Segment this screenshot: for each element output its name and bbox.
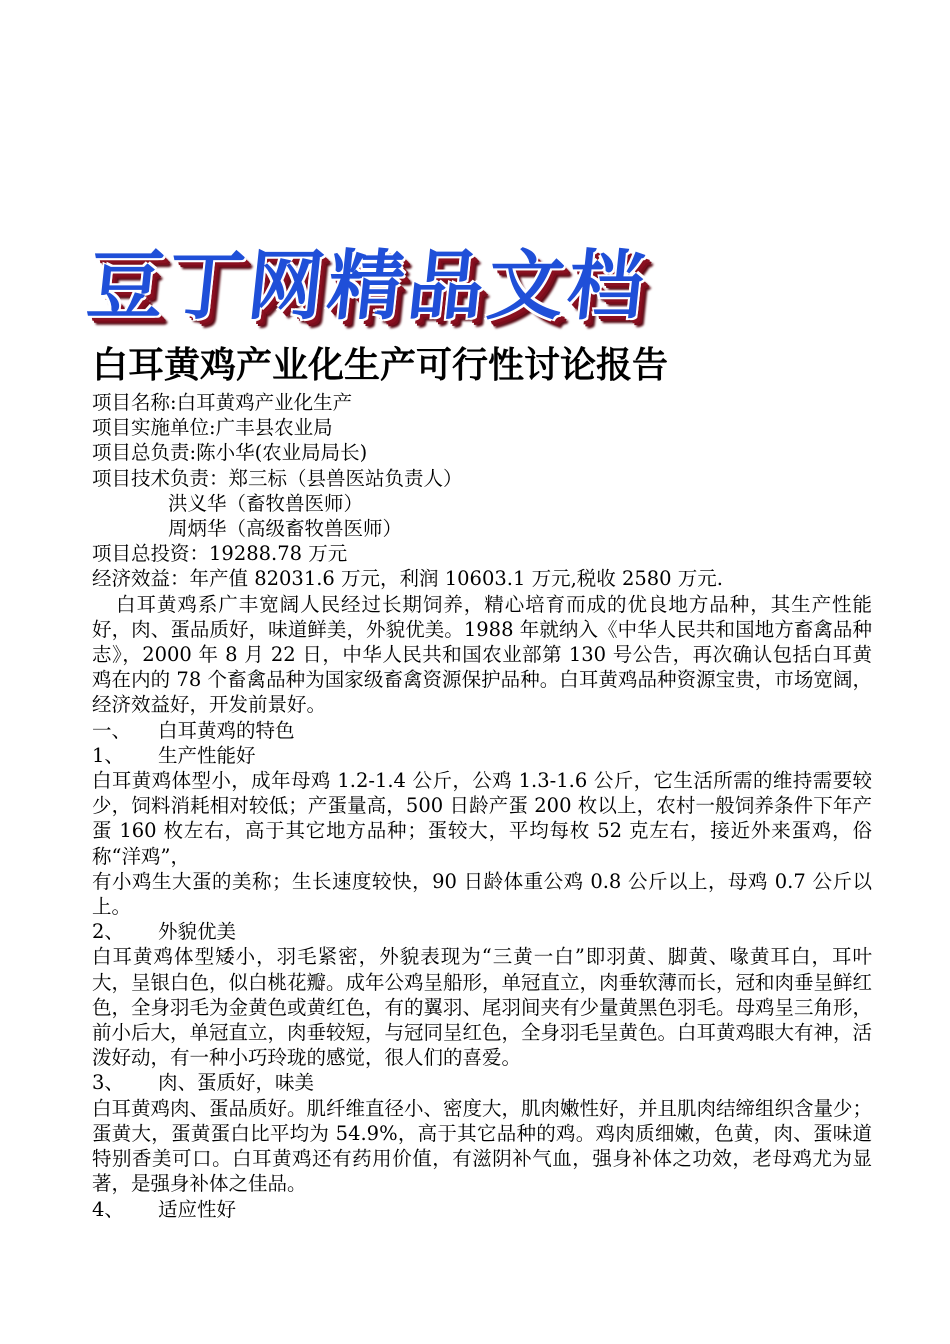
subsection-title: 肉、蛋质好，味美 (158, 1071, 315, 1095)
subsection-paragraph: 白耳黄鸡肉、蛋品质好。肌纤维直径小、密度大，肌肉嫩性好，并且肌肉结缔组织含量少；蛋黄大，蛋黄蛋白比平均为 54.9%，高于其它品种的鸡。鸡肉质细嫩，色黄，肉、蛋味道特别香美可口。白耳黄鸡还有药用价值，有滋阴补气血，强身补体之功效，老母鸡尤为显著，是强身补体之佳品。 (92, 1096, 873, 1196)
subsection-number: 3、 (92, 1071, 124, 1095)
subsection-title: 外貌优美 (158, 920, 237, 944)
subsection-heading (92, 1070, 872, 1095)
project-benefit: 经济效益：年产值 82031.6 万元，利润 10603.1 万元,税收 2580 万元. (92, 567, 723, 591)
watermark-banner: 豆丁网精品文档 (83, 241, 653, 330)
project-leader: 项目总负责:陈小华(农业局局长) (92, 441, 368, 465)
subsection-heading (92, 743, 872, 768)
project-name: 项目名称:白耳黄鸡产业化生产 (92, 391, 353, 414)
subsection-number: 1、 (92, 743, 124, 767)
subsection-title: 生产性能好 (158, 743, 256, 767)
subsection-heading (92, 1197, 872, 1222)
subsection-number: 4、 (92, 1197, 124, 1221)
document-body (92, 390, 872, 1222)
subsection-title: 适应性好 (158, 1197, 237, 1221)
project-tech-leader: 项目技术负责：郑三标（县兽医站负责人） (92, 466, 463, 490)
project-tech-member: 周炳华（高级畜牧兽医师） (168, 517, 403, 541)
section-title: 白耳黄鸡的特色 (158, 718, 295, 742)
subsection-paragraph: 白耳黄鸡体型矮小，羽毛紧密，外貌表现为“三黄一白”即羽黄、脚黄、喙黄耳白，耳叶大，呈银白色，似白桃花瓣。成年公鸡呈船形，单冠直立，肉垂软薄而长，冠和肉垂呈鲜红色，全身羽毛为金黄色或黄红色，有的翼羽、尾羽间夹有少量黄黑色羽毛。母鸡呈三角形，前小后大，单冠直立，肉垂较短，与冠同呈红色，全身羽毛呈黄色。白耳黄鸡眼大有神，活泼好动，有一种小巧玲珑的感觉，很人们的喜爱。 (92, 945, 873, 1070)
document-title: 白耳黄鸡产业化生产可行性讨论报告 (92, 345, 669, 386)
subsection-paragraph: 有小鸡生大蛋的美称；生长速度较快，90 日龄体重公鸡 0.8 公斤以上，母鸡 0.7 公斤以上。 (92, 869, 872, 919)
subsection-heading (92, 919, 872, 944)
project-unit: 项目实施单位:广丰县农业局 (92, 416, 333, 440)
subsection-number: 2、 (92, 920, 124, 944)
section-heading (92, 718, 872, 743)
subsection-paragraph: 白耳黄鸡体型小，成年母鸡 1.2-1.4 公斤，公鸡 1.3-1.6 公斤，它生活所需的维持需要较少，饲料消耗相对较低；产蛋量高，500 日龄产蛋 200 枚以上，农村一般饲养条件下年产蛋 160 枚左右，高于其它地方品种；蛋较大，平均每枚 52 克左右，接近外来蛋鸡，俗称“洋鸡”， (92, 769, 872, 868)
intro-paragraph: 白耳黄鸡系广丰宽阔人民经过长期饲养，精心培育而成的优良地方品种，其生产性能好，肉、蛋品质好，味道鲜美，外貌优美。1988 年就纳入《中华人民共和国地方畜禽品种志》，2000 年 8 月 22 日，中华人民共和国农业部第 130 号公告，再次确认包括白耳黄鸡在内的 78 个畜禽品种为国家级畜禽资源保护品种。白耳黄鸡品种资源宝贵，市场宽阔，经济效益好，开发前景好。 (92, 592, 872, 717)
project-tech-member: 洪义华（畜牧兽医师） (168, 491, 364, 515)
section-number: 一、 (92, 718, 132, 742)
project-investment: 项目总投资：19288.78 万元 (92, 542, 348, 566)
